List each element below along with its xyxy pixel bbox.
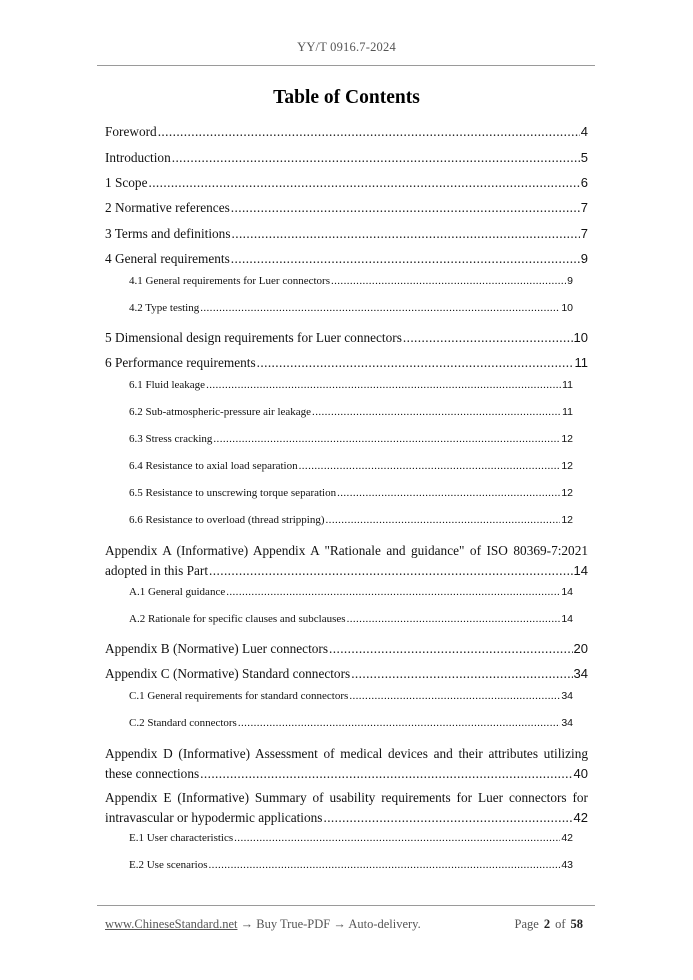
toc-entry-label: Appendix A (Informative) Appendix A "Rationale and guidance" of ISO 80369-7:2021 bbox=[105, 543, 588, 558]
toc-entry-label: A.1 General guidance bbox=[129, 586, 226, 598]
toc-leader-dots bbox=[257, 355, 574, 371]
toc-entry-6-5[interactable] bbox=[129, 487, 573, 499]
arrow-icon: → bbox=[333, 917, 346, 931]
toc-entry-label-continued: intravascular or hypodermic applications bbox=[105, 810, 323, 825]
toc-entry-label: Appendix D (Informative) Assessment of medical devices and their attributes utilizing bbox=[105, 746, 588, 761]
toc-page-number: 11 bbox=[574, 355, 588, 370]
toc-entry-appendix-a[interactable] bbox=[105, 543, 588, 579]
toc-entry-6-6[interactable] bbox=[129, 514, 573, 526]
toc-leader-dots bbox=[209, 563, 572, 579]
toc-page-number: 10 bbox=[561, 302, 573, 314]
toc-leader-dots bbox=[172, 150, 580, 166]
toc-leader-dots bbox=[238, 717, 560, 729]
toc-entry-c-2[interactable] bbox=[129, 717, 573, 729]
toc-title: Table of Contents bbox=[273, 87, 420, 108]
toc-entry-a-2[interactable] bbox=[129, 613, 573, 625]
toc-leader-dots bbox=[232, 226, 580, 242]
toc-entry-label: 6.6 Resistance to overload (thread stripping) bbox=[129, 514, 325, 526]
toc-page-number: 7 bbox=[580, 200, 588, 215]
footer-promo bbox=[105, 917, 421, 932]
toc-page-number: 14 bbox=[573, 563, 588, 578]
toc-leader-dots bbox=[209, 859, 561, 871]
toc-page-number: 4 bbox=[580, 124, 588, 139]
toc-leader-dots bbox=[347, 613, 561, 625]
toc-page-number: 11 bbox=[562, 406, 573, 418]
of-label: of bbox=[555, 917, 566, 931]
toc-entry-label: E.2 Use scenarios bbox=[129, 859, 208, 871]
toc-entry-appendix-b[interactable] bbox=[105, 641, 588, 657]
toc-entry-terms-definitions[interactable] bbox=[105, 226, 588, 242]
toc-entry-performance-requirements[interactable] bbox=[105, 355, 588, 371]
toc-entry-6-2[interactable] bbox=[129, 406, 573, 418]
toc-entry-e-2[interactable] bbox=[129, 859, 573, 871]
toc-entry-label: 6.2 Sub-atmospheric-pressure air leakage bbox=[129, 406, 312, 418]
header-divider bbox=[97, 65, 595, 66]
toc-page-number: 43 bbox=[561, 859, 573, 871]
toc-entry-label-continued: these connections bbox=[105, 766, 200, 781]
toc-leader-dots bbox=[329, 641, 573, 657]
current-page-number: 2 bbox=[543, 917, 551, 931]
toc-leader-dots bbox=[331, 275, 566, 287]
toc-leader-dots bbox=[299, 460, 561, 472]
toc-leader-dots bbox=[206, 379, 561, 391]
toc-page-number: 12 bbox=[561, 487, 573, 499]
toc-entry-normative-references[interactable] bbox=[105, 200, 588, 216]
toc-entry-label: Appendix E (Informative) Summary of usability requirements for Luer connectors for bbox=[105, 790, 588, 805]
toc-page-number: 34 bbox=[573, 666, 588, 681]
toc-entry-4-2[interactable] bbox=[129, 302, 573, 314]
toc-entry-label: 2 Normative references bbox=[105, 200, 230, 215]
toc-leader-dots bbox=[158, 124, 580, 140]
toc-entry-e-1[interactable] bbox=[129, 832, 573, 844]
toc-leader-dots bbox=[403, 330, 573, 346]
toc-entry-label: C.2 Standard connectors bbox=[129, 717, 237, 729]
toc-entry-label: 6.4 Resistance to axial load separation bbox=[129, 460, 298, 472]
toc-page-number: 34 bbox=[561, 690, 573, 702]
document-code-header: YY/T 0916.7-2024 bbox=[297, 40, 396, 54]
toc-entry-label: 6.1 Fluid leakage bbox=[129, 379, 206, 391]
toc-page-number: 10 bbox=[573, 330, 588, 345]
toc-entry-appendix-d[interactable] bbox=[105, 746, 588, 782]
toc-entry-label: E.1 User characteristics bbox=[129, 832, 234, 844]
toc-entry-label: 4 General requirements bbox=[105, 251, 230, 266]
toc-entry-foreword[interactable] bbox=[105, 124, 588, 140]
toc-entry-6-4[interactable] bbox=[129, 460, 573, 472]
total-pages-number: 58 bbox=[570, 917, 583, 931]
toc-entry-c-1[interactable] bbox=[129, 690, 573, 702]
toc-entry-label: 6 Performance requirements bbox=[105, 355, 256, 370]
toc-leader-dots bbox=[351, 666, 572, 682]
toc-page-number: 11 bbox=[562, 379, 573, 391]
toc-leader-dots bbox=[200, 766, 572, 782]
toc-page-number: 40 bbox=[573, 766, 588, 781]
toc-entry-dimensional-design[interactable] bbox=[105, 330, 588, 346]
toc-entry-label: C.1 General requirements for standard connectors bbox=[129, 690, 349, 702]
toc-page-number: 12 bbox=[561, 514, 573, 526]
toc-entry-label: 4.1 General requirements for Luer connectors bbox=[129, 275, 330, 287]
toc-entry-label: 6.5 Resistance to unscrewing torque separation bbox=[129, 487, 337, 499]
toc-page-number: 9 bbox=[580, 251, 588, 266]
toc-entry-label: A.2 Rationale for specific clauses and subclauses bbox=[129, 613, 346, 625]
toc-page-number: 5 bbox=[580, 150, 588, 165]
toc-entry-label: Appendix B (Normative) Luer connectors bbox=[105, 641, 329, 656]
toc-page-number: 34 bbox=[561, 717, 573, 729]
toc-page-number: 42 bbox=[561, 832, 573, 844]
toc-entry-label-continued: adopted in this Part bbox=[105, 563, 209, 578]
toc-leader-dots bbox=[234, 832, 560, 844]
toc-entry-label: 3 Terms and definitions bbox=[105, 226, 231, 241]
toc-page-number: 20 bbox=[573, 641, 588, 656]
auto-delivery-text: Auto-delivery. bbox=[348, 917, 421, 931]
toc-leader-dots bbox=[349, 690, 560, 702]
toc-page-number: 14 bbox=[561, 613, 573, 625]
toc-entry-label: Introduction bbox=[105, 150, 171, 165]
toc-entry-label: Foreword bbox=[105, 124, 157, 139]
toc-entry-introduction[interactable] bbox=[105, 150, 588, 166]
toc-entry-a-1[interactable] bbox=[129, 586, 573, 598]
toc-page-number: 14 bbox=[561, 586, 573, 598]
toc-entry-4-1[interactable] bbox=[129, 275, 573, 287]
toc-entry-6-1[interactable] bbox=[129, 379, 573, 391]
toc-entry-label: 1 Scope bbox=[105, 175, 148, 190]
toc-entry-label: 4.2 Type testing bbox=[129, 302, 200, 314]
page-indicator bbox=[515, 917, 583, 932]
toc-entry-appendix-e[interactable] bbox=[105, 790, 588, 826]
toc-entry-6-3[interactable] bbox=[129, 433, 573, 445]
page-label: Page bbox=[514, 917, 539, 931]
toc-entry-label: 6.3 Stress cracking bbox=[129, 433, 213, 445]
site-link[interactable]: www.ChineseStandard.net bbox=[105, 917, 238, 931]
toc-leader-dots bbox=[323, 810, 572, 826]
toc-page-number: 7 bbox=[580, 226, 588, 241]
toc-leader-dots bbox=[148, 175, 579, 191]
toc-leader-dots bbox=[337, 487, 560, 499]
toc-page-number: 6 bbox=[580, 175, 588, 190]
buy-true-pdf-text: Buy True-PDF bbox=[256, 917, 331, 931]
toc-leader-dots bbox=[231, 200, 580, 216]
toc-leader-dots bbox=[326, 514, 561, 526]
arrow-icon: → bbox=[240, 917, 254, 931]
toc-leader-dots bbox=[226, 586, 560, 598]
toc-page-number: 12 bbox=[561, 433, 573, 445]
toc-entry-label: Appendix C (Normative) Standard connectors bbox=[105, 666, 351, 681]
toc-entry-scope[interactable] bbox=[105, 175, 588, 191]
toc-page-number: 9 bbox=[567, 275, 573, 287]
toc-page-number: 42 bbox=[573, 810, 588, 825]
toc-leader-dots bbox=[200, 302, 560, 314]
toc-entry-label: 5 Dimensional design requirements for Luer connectors bbox=[105, 330, 402, 345]
toc-leader-dots bbox=[312, 406, 561, 418]
toc-leader-dots bbox=[231, 251, 580, 267]
toc-page-number: 12 bbox=[561, 460, 573, 472]
toc-leader-dots bbox=[213, 433, 560, 445]
toc-entry-general-requirements[interactable] bbox=[105, 251, 588, 267]
footer-divider bbox=[97, 905, 595, 906]
toc-entry-appendix-c[interactable] bbox=[105, 666, 588, 682]
